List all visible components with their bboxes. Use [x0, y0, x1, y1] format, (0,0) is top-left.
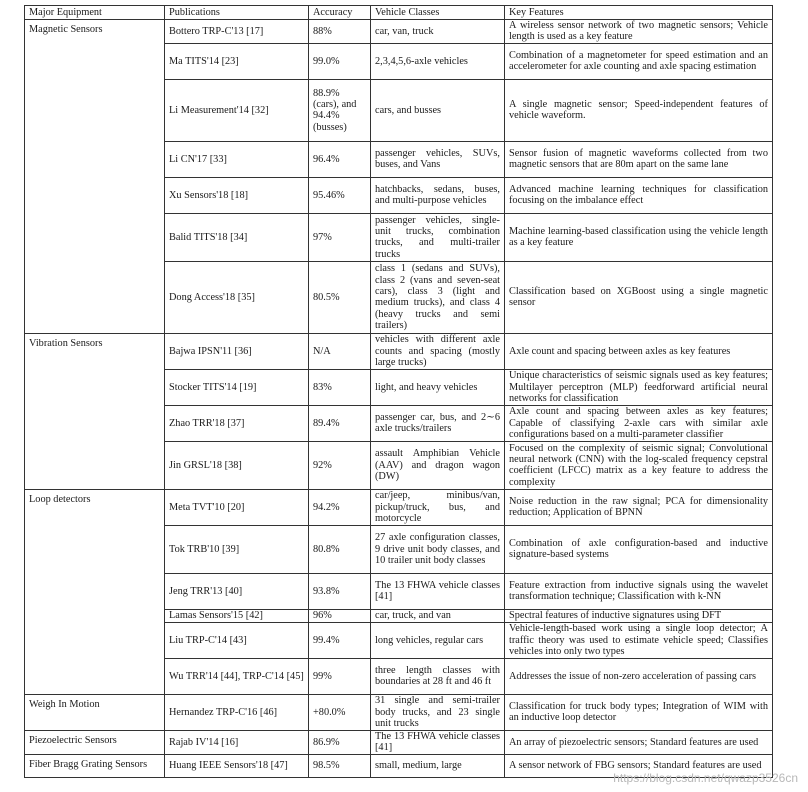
vehicle-classes-cell: three length classes with boundaries at 28 ft and 46 ft	[371, 658, 505, 694]
publication-cell: Stocker TITS'14 [19]	[165, 369, 309, 405]
table-row	[25, 730, 773, 754]
publication-cell: Jeng TRR'13 [40]	[165, 573, 309, 609]
publication-cell: Xu Sensors'18 [18]	[165, 177, 309, 213]
accuracy-cell: 99.0%	[309, 43, 371, 79]
major-equipment-cell: Piezoelectric Sensors	[25, 730, 165, 754]
publication-cell: Bajwa IPSN'11 [36]	[165, 333, 309, 369]
accuracy-cell: 99%	[309, 658, 371, 694]
publication-cell: Li Measurement'14 [32]	[165, 79, 309, 141]
header-publications: Publications	[165, 6, 309, 20]
accuracy-cell: 88%	[309, 20, 371, 44]
accuracy-cell: 88.9% (cars), and 94.4% (busses)	[309, 79, 371, 141]
key-features-cell: Addresses the issue of non-zero acceleration of passing cars	[505, 658, 773, 694]
header-key-features: Key Features	[505, 6, 773, 20]
accuracy-cell: 99.4%	[309, 622, 371, 658]
table-body	[25, 20, 773, 778]
major-equipment-cell: Weigh In Motion	[25, 694, 165, 730]
key-features-cell: Sensor fusion of magnetic waveforms collected from two magnetic sensors that are 80m apart on the same lane	[505, 141, 773, 177]
key-features-cell: Advanced machine learning techniques for classification focusing on the imbalance effect	[505, 177, 773, 213]
vehicle-classes-cell: The 13 FHWA vehicle classes [41]	[371, 730, 505, 754]
publication-cell: Tok TRB'10 [39]	[165, 525, 309, 573]
accuracy-cell: 96.4%	[309, 141, 371, 177]
accuracy-cell: 97%	[309, 213, 371, 261]
accuracy-cell: 95.46%	[309, 177, 371, 213]
accuracy-cell: 92%	[309, 441, 371, 489]
publication-cell: Rajab IV'14 [16]	[165, 730, 309, 754]
vehicle-classes-cell: 27 axle configuration classes, 9 drive unit body classes, and 10 trailer unit body classes	[371, 525, 505, 573]
key-features-cell: Classification for truck body types; Integration of WIM with an inductive loop detector	[505, 694, 773, 730]
key-features-cell: Axle count and spacing between axles as key features; Capable of classifying 2-axle cars with similar axle configurations based on a multi-parameter classifier	[505, 405, 773, 441]
major-equipment-cell: Vibration Sensors	[25, 333, 165, 489]
accuracy-cell: 83%	[309, 369, 371, 405]
key-features-cell: A single magnetic sensor; Speed-independent features of vehicle waveform.	[505, 79, 773, 141]
key-features-cell: Spectral features of inductive signatures using DFT	[505, 609, 773, 622]
publication-cell: Jin GRSL'18 [38]	[165, 441, 309, 489]
accuracy-cell: 80.5%	[309, 261, 371, 333]
publication-cell: Meta TVT'10 [20]	[165, 489, 309, 525]
header-major-equipment: Major Equipment	[25, 6, 165, 20]
key-features-cell: A sensor network of FBG sensors; Standard features are used	[505, 754, 773, 777]
vehicle-classes-cell: hatchbacks, sedans, buses, and multi-purpose vehicles	[371, 177, 505, 213]
table-row	[25, 20, 773, 44]
vehicle-classes-cell: class 1 (sedans and SUVs), class 2 (vans and seven-seat cars), class 3 (light and medium trucks), and class 4 (heavy trucks and semi trailers)	[371, 261, 505, 333]
publication-cell: Dong Access'18 [35]	[165, 261, 309, 333]
publication-cell: Zhao TRR'18 [37]	[165, 405, 309, 441]
key-features-cell: An array of piezoelectric sensors; Standard features are used	[505, 730, 773, 754]
vehicle-classes-cell: 31 single and semi-trailer body trucks, and 23 single unit trucks	[371, 694, 505, 730]
equipment-comparison-table	[24, 5, 773, 778]
publication-cell: Huang IEEE Sensors'18 [47]	[165, 754, 309, 777]
key-features-cell: A wireless sensor network of two magnetic sensors; Vehicle length is used as a key feature	[505, 20, 773, 44]
accuracy-cell: +80.0%	[309, 694, 371, 730]
key-features-cell: Focused on the complexity of seismic signal; Convolutional neural network (CNN) with the log-scaled frequency cepstral coefficient (LFCC) matrix as a key feature to address the complexity	[505, 441, 773, 489]
vehicle-classes-cell: light, and heavy vehicles	[371, 369, 505, 405]
accuracy-cell: N/A	[309, 333, 371, 369]
header-row	[25, 6, 773, 20]
table-row	[25, 694, 773, 730]
publication-cell: Bottero TRP-C'13 [17]	[165, 20, 309, 44]
major-equipment-cell: Loop detectors	[25, 489, 165, 694]
key-features-cell: Machine learning-based classification using the vehicle length as a key feature	[505, 213, 773, 261]
table-row	[25, 489, 773, 525]
publication-cell: Wu TRR'14 [44], TRP-C'14 [45]	[165, 658, 309, 694]
publication-cell: Hernandez TRP-C'16 [46]	[165, 694, 309, 730]
vehicle-classes-cell: assault Amphibian Vehicle (AAV) and dragon wagon (DW)	[371, 441, 505, 489]
key-features-cell: Axle count and spacing between axles as key features	[505, 333, 773, 369]
vehicle-classes-cell: passenger vehicles, SUVs, buses, and Vans	[371, 141, 505, 177]
vehicle-classes-cell: car/jeep, minibus/van, pickup/truck, bus, and motorcycle	[371, 489, 505, 525]
key-features-cell: Noise reduction in the raw signal; PCA for dimensionality reduction; Application of BPNN	[505, 489, 773, 525]
accuracy-cell: 96%	[309, 609, 371, 622]
accuracy-cell: 89.4%	[309, 405, 371, 441]
vehicle-classes-cell: The 13 FHWA vehicle classes [41]	[371, 573, 505, 609]
key-features-cell: Unique characteristics of seismic signals used as key features; Multilayer perceptron (MLP) feedforward artificial neural networks for classification	[505, 369, 773, 405]
header-vehicle-classes: Vehicle Classes	[371, 6, 505, 20]
vehicle-classes-cell: passenger car, bus, and 2∼6 axle trucks/trailers	[371, 405, 505, 441]
publication-cell: Lamas Sensors'15 [42]	[165, 609, 309, 622]
publication-cell: Balid TITS'18 [34]	[165, 213, 309, 261]
accuracy-cell: 98.5%	[309, 754, 371, 777]
key-features-cell: Classification based on XGBoost using a single magnetic sensor	[505, 261, 773, 333]
vehicle-classes-cell: car, van, truck	[371, 20, 505, 44]
major-equipment-cell: Fiber Bragg Grating Sensors	[25, 754, 165, 777]
accuracy-cell: 86.9%	[309, 730, 371, 754]
key-features-cell: Feature extraction from inductive signals using the wavelet transformation technique; Classification with k-NN	[505, 573, 773, 609]
publication-cell: Ma TITS'14 [23]	[165, 43, 309, 79]
vehicle-classes-cell: 2,3,4,5,6-axle vehicles	[371, 43, 505, 79]
vehicle-classes-cell: small, medium, large	[371, 754, 505, 777]
vehicle-classes-cell: long vehicles, regular cars	[371, 622, 505, 658]
publication-cell: Liu TRP-C'14 [43]	[165, 622, 309, 658]
key-features-cell: Combination of a magnetometer for speed estimation and an accelerometer for axle counting and axle spacing estimation	[505, 43, 773, 79]
key-features-cell: Vehicle-length-based work using a single loop detector; A traffic theory was used to estimate vehicle speed; Classifies vehicles into only two types	[505, 622, 773, 658]
accuracy-cell: 93.8%	[309, 573, 371, 609]
vehicle-classes-cell: vehicles with different axle counts and spacing (mostly large trucks)	[371, 333, 505, 369]
header-accuracy: Accuracy	[309, 6, 371, 20]
publication-cell: Li CN'17 [33]	[165, 141, 309, 177]
accuracy-cell: 80.8%	[309, 525, 371, 573]
table-row	[25, 333, 773, 369]
key-features-cell: Combination of axle configuration-based and inductive signature-based systems	[505, 525, 773, 573]
vehicle-classes-cell: car, truck, and van	[371, 609, 505, 622]
watermark: https://blog.csdn.net/qwazp3526cn	[613, 771, 798, 785]
accuracy-cell: 94.2%	[309, 489, 371, 525]
vehicle-classes-cell: passenger vehicles, single-unit trucks, combination trucks, and multi-trailer trucks	[371, 213, 505, 261]
vehicle-classes-cell: cars, and busses	[371, 79, 505, 141]
major-equipment-cell: Magnetic Sensors	[25, 20, 165, 334]
